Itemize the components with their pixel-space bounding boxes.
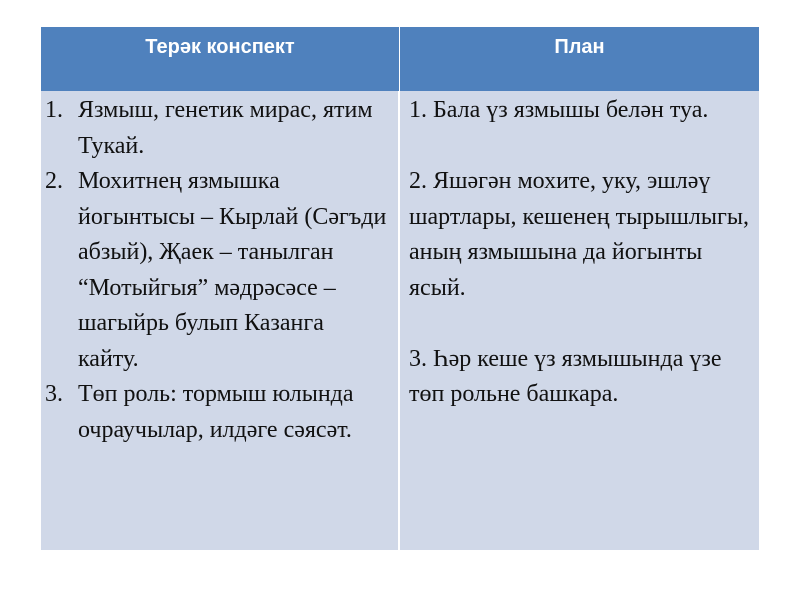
header-terek-konspekt: Терәк конспект bbox=[41, 27, 400, 91]
list-item bbox=[45, 93, 390, 164]
header-plan: План bbox=[400, 27, 759, 91]
list-item-text: Мохитнең язмышка йогынтысы – Кырлай (Сәгъди абзый), Җаек – танылган “Мотыйгыя” мәдрәсәсе – шагыйрь булып Казанга кайту. bbox=[78, 168, 387, 372]
plan-paragraph: 1. Бала үз язмышы белән туа. bbox=[409, 97, 709, 123]
list-item-number: 2. bbox=[45, 168, 63, 194]
konspekt-cell bbox=[41, 91, 400, 550]
list-item-number: 1. bbox=[45, 97, 63, 123]
konspekt-list bbox=[45, 93, 390, 448]
list-item-text: Язмыш, генетик мирас, ятим Тукай. bbox=[78, 97, 373, 159]
plan-cell bbox=[400, 91, 759, 550]
content-table bbox=[41, 27, 759, 550]
list-item bbox=[45, 377, 390, 448]
plan-paragraph: 3. Һәр кеше үз язмышында үзе төп рольне башкара. bbox=[409, 345, 722, 407]
list-item-number: 3. bbox=[45, 381, 63, 407]
plan-paragraph: 2. Яшәгән мохите, уку, эшләү шартлары, кешенең тырышлыгы, аның язмышына да йогынты ясый. bbox=[409, 168, 749, 301]
list-item bbox=[45, 164, 390, 377]
list-item-text: Төп роль: тормыш юлында очраучылар, илдәге сәясәт. bbox=[78, 381, 354, 443]
